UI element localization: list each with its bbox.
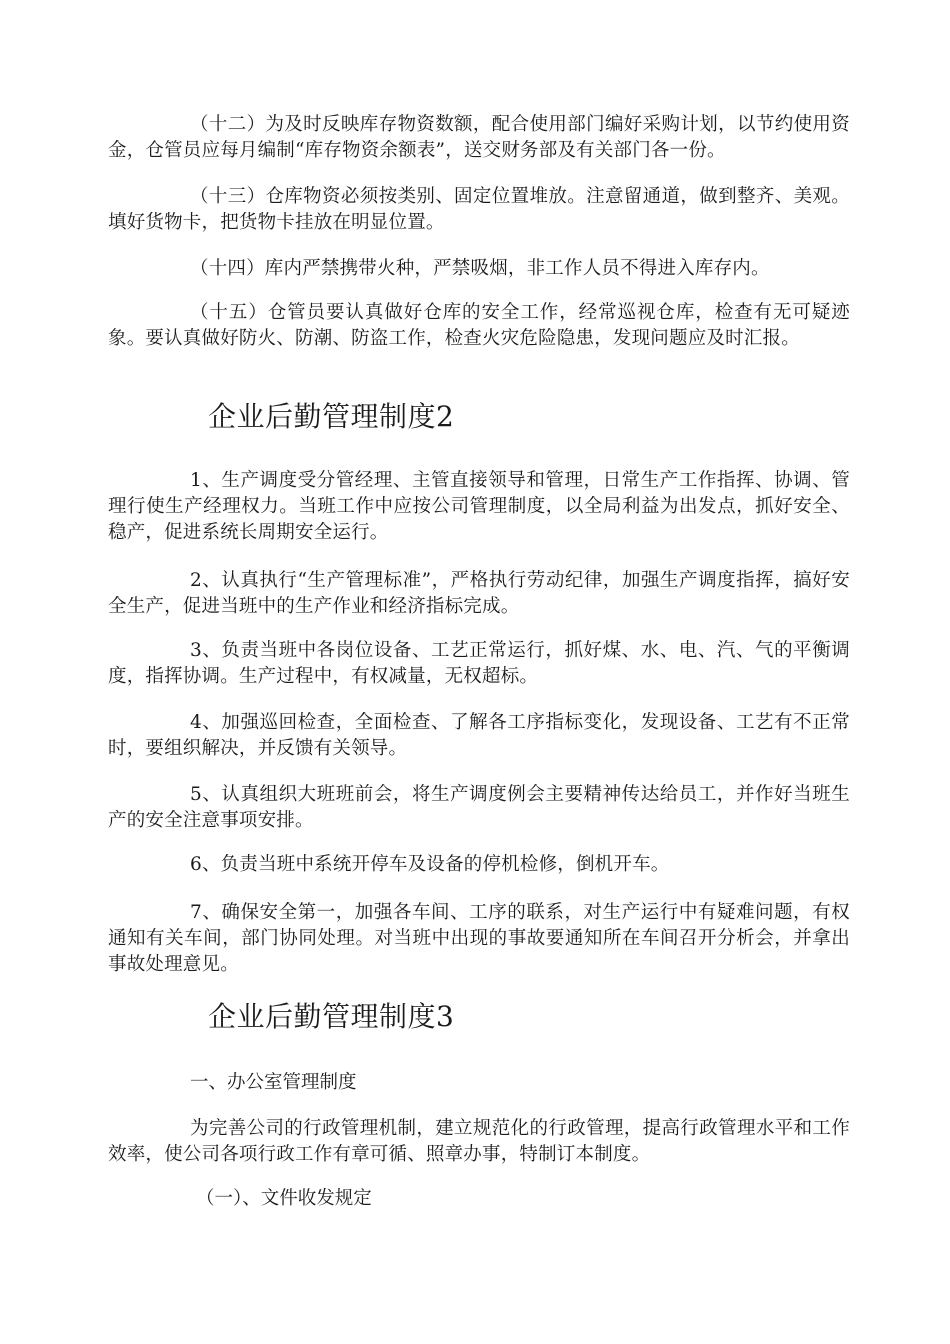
section-3-item-1: （一）、文件收发规定	[196, 1188, 372, 1209]
paragraph-12: （十二）为及时反映库存物资数额，配合使用部门编好采购计划，以节约使用资金，仓管员应每月编制“库存物资余额表”，送交财务部及有关部门各一份。	[108, 114, 850, 161]
paragraph-s2-6: 6、负责当班中系统开停车及设备的停机检修，倒机开车。	[190, 854, 670, 875]
paragraph-s2-4: 4、加强巡回检查，全面检查、了解各工序指标变化，发现设备、工艺有不正常时，要组织解决，并反馈有关领导。	[108, 712, 850, 759]
paragraph-14: （十四）库内严禁携带火种，严禁吸烟，非工作人员不得进入库存内。	[190, 258, 770, 279]
paragraph-15: （十五）仓管员要认真做好仓库的安全工作，经常巡视仓库，检查有无可疑迹象。要认真做好防火、防潮、防盗工作，检查火灾危险隐患，发现问题应及时汇报。	[108, 302, 850, 349]
paragraph-s2-1: 1、生产调度受分管经理、主管直接领导和管理，日常生产工作指挥、协调、管理行使生产经理权力。当班工作中应按公司管理制度，以全局利益为出发点，抓好安全、稳产，促进系统长周期安全运行。	[108, 470, 850, 543]
paragraph-s2-3: 3、负责当班中各岗位设备、工艺正常运行，抓好煤、水、电、汽、气的平衡调度，指挥协调。生产过程中，有权减量，无权超标。	[108, 640, 850, 687]
paragraph-s2-2: 2、认真执行“生产管理标准”，严格执行劳动纪律，加强生产调度指挥，搞好安全生产，促进当班中的生产作业和经济指标完成。	[108, 570, 850, 617]
paragraph-s2-5: 5、认真组织大班班前会，将生产调度例会主要精神传达给员工，并作好当班生产的安全注意事项安排。	[108, 784, 850, 831]
section-3-title: 企业后勤管理制度3	[208, 1000, 455, 1033]
section-3-subtitle: 一、办公室管理制度	[190, 1072, 357, 1093]
paragraph-13: （十三）仓库物资必须按类别、固定位置堆放。注意留通道，做到整齐、美观。填好货物卡，把货物卡挂放在明显位置。	[108, 186, 850, 233]
section-2-title: 企业后勤管理制度2	[208, 400, 455, 433]
paragraph-s2-7: 7、确保安全第一，加强各车间、工序的联系，对生产运行中有疑难问题，有权通知有关车间，部门协同处理。对当班中出现的事故要通知所在车间召开分析会，并拿出事故处理意见。	[108, 902, 850, 975]
paragraph-s3-intro: 为完善公司的行政管理机制，建立规范化的行政管理，提高行政管理水平和工作效率，使公司各项行政工作有章可循、照章办事，特制订本制度。	[108, 1118, 850, 1165]
